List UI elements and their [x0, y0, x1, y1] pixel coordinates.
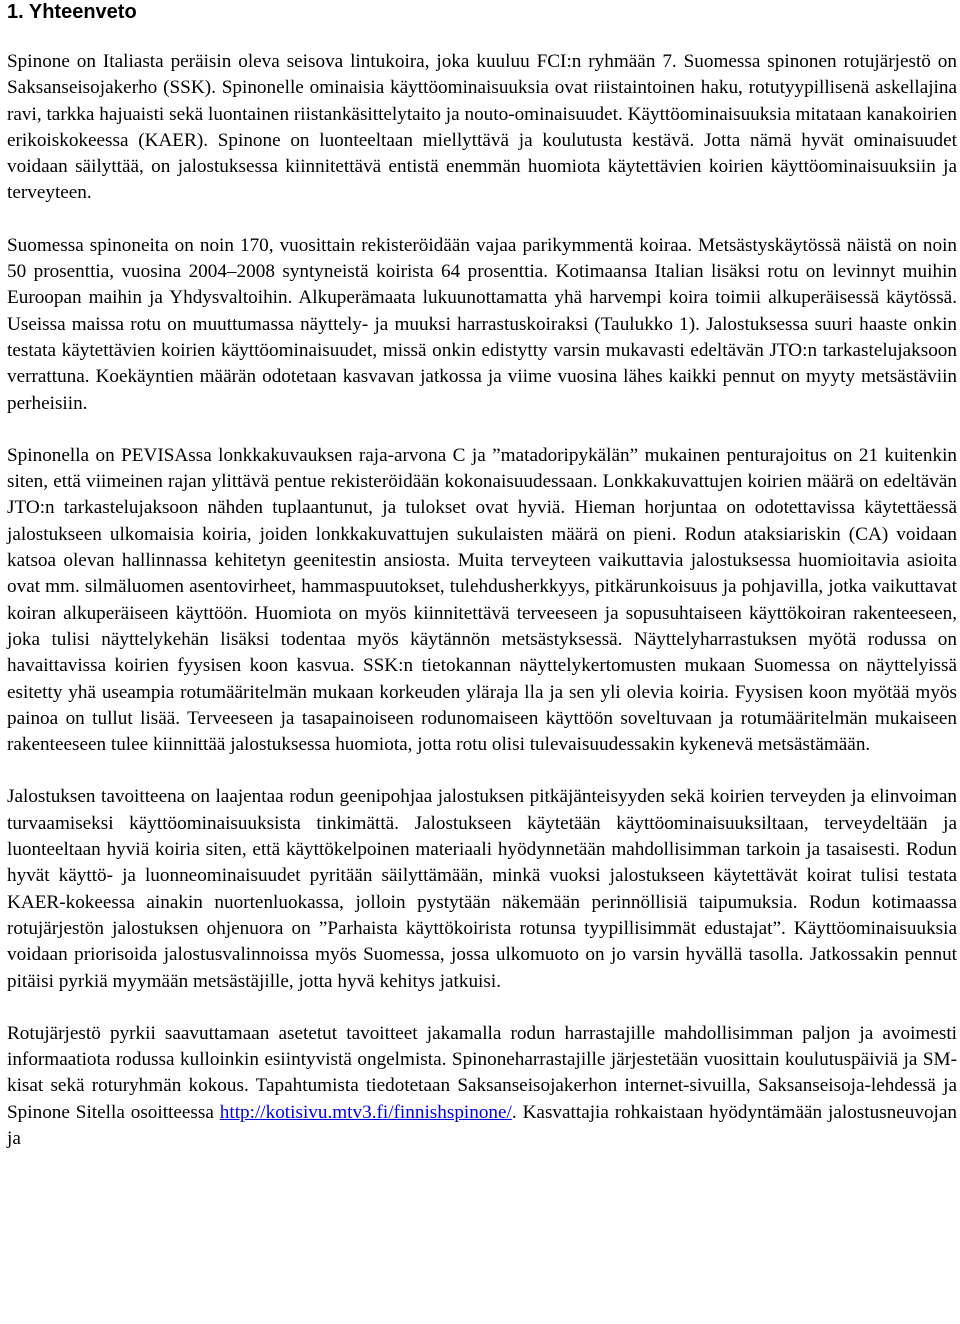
document-page — [7, 0, 957, 1178]
paragraph-text-before-link: Rotujärjestö pyrkii saavuttamaan asetetut tavoitteet jakamalla rodun harrastajille mahdollisimman paljon ja avoimesti informaatiota rodussa kulloinkin esiintyvistä ongelmista. Spinoneharrastajille järjestetään vuosittain koulutuspäiviä ja SM-kisat sekä roturyhmän kokous. Tapahtumista tiedotetaan Saksanseisojakerhon internet-sivuilla, Saksanseisoja-lehdessä ja Spinone Sitella osoitteessa — [7, 1022, 957, 1123]
paragraph-breed-club — [7, 1021, 957, 1152]
paragraph-summary-intro: Spinone on Italiasta peräisin oleva seisova lintukoira, joka kuuluu FCI:n ryhmään 7. Suomessa spinonen rotujärjestö on Saksanseisojakerho (SSK). Spinonelle ominaisia käyttöominaisuuksia ovat riistaintoinen haku, rotutyypillisenä askellajina ravi, tarkka hajuaisti sekä luontainen riistankäsittelytaito ja nouto-ominaisuudet. Käyttöominaisuuksia mitataan kanakoirien erikoiskokeessa (KAER). Spinone on luonteeltaan miellyttävä ja koulutusta kestävä. Jotta nämä hyvät ominaisuudet voidaan säilyttää, on jalostuksessa kiinnitettävä entistä enemmän huomiota käytettävien koirien käyttöominaisuuksiin ja terveyteen. — [7, 51, 957, 204]
paragraph-health: Spinonella on PEVISAssa lonkkakuvauksen raja-arvona C ja ”matadoripykälän” mukainen penturajoitus on 21 kuitenkin siten, että viimeinen rajan ylittävä pentue rekisteröidään kokonaisuudessaan. Lonkkakuvattujen koirien määrä on edeltävän JTO:n tarkastelujaksoon nähden tuplaantunut, ja tulokset ovat hyviä. Hieman horjuntaa on odotettavissa käytettäessä jalostukseen ulkomaisia koiria, joiden lonkkakuvattujen sukulaisten määrä on pieni. Rodun ataksiariskin (CA) voidaan katsoa olevan hallinnassa kehitetyn geenitestin ansiosta. Muita terveyteen vaikuttavia jalostuksessa huomioitavia asioita ovat mm. silmäluomen asentovirheet, hammaspuutokset, tulehdusherkkyys, pitkärunkoisuus ja pohjavilla, jotka vaikuttavat koiran alkuperäiseen käyttöön. Huomiota on myös kiinnitettävä terveeseen ja sopusuhtaiseen käyttökoiran rakenteeseen, joka tulisi näyttelykehän lisäksi todentaa myös käytännön metsästyksessä. Näyttelyharrastuksen myötä rodussa on havaittavissa koirien fyysisen koon kasvua. SSK:n tietokannan näyttelykertomusten mukaan Suomessa on näyttelyissä esitetty yhä useampia rotumääritelmän mukaan korkeuden yläraja lla ja sen yli olevia koiria. Fyysisen koon myötää myös painoa on tullut lisää. Terveeseen ja tasapainoiseen rodunomaiseen käyttöön soveltuvaan ja rotumääritelmän mukaiseen rakenteeseen tulee kiinnittää jalostuksessa huomiota, jotta rotu olisi tulevaisuudessakin kykenevä metsästämään. — [7, 444, 957, 756]
section-heading: 1. Yhteenveto — [7, 1, 137, 23]
paragraph-text-after-link: . Kasvattajia rohkaistaan hyödyntämään jalostusneuvojan ja — [7, 1101, 957, 1149]
paragraph-breeding-goals: Jalostuksen tavoitteena on laajentaa rodun geenipohjaa jalostuksen pitkäjänteisyyden sekä koirien terveyden ja elinvoiman turvaamiseksi käyttöominaisuuksista tinkimättä. Jalostukseen käytetään käyttöominaisuuksiltaan, terveydeltään ja luonteeltaan hyviä koiria siten, että käyttökelpoinen materiaali hyödynnetään mahdollisimman tarkoin ja tasaisesti. Rodun hyvät käyttö- ja luonneominaisuudet pyritään säilyttämään, minkä vuoksi jalostukseen käytettävät koirat tulisi testata KAER-kokeessa ainakin nuortenluokassa, jolloin pystytään näkemään perinnöllisiä taipumuksia. Rodun kotimaassa rotujärjestön jalostuksen ohjenuora on ”Parhaista käyttökoirista rotunsa tyypillisimmät edustajat”. Käyttöominaisuuksia voidaan priorisoida jalostusvalinnoissa myös Suomessa, jossa ulkomuoto on jo varsin hyvällä tasolla. Jatkossakin pennut pitäisi pyrkiä myymään metsästäjille, jotta hyvä kehitys jatkuisi. — [7, 786, 957, 992]
website-link[interactable]: http://kotisivu.mtv3.fi/finnishspinone/ — [219, 1101, 512, 1123]
paragraph-population: Suomessa spinoneita on noin 170, vuosittain rekisteröidään vajaa parikymmentä koiraa. Metsästyskäytössä näistä on noin 50 prosenttia, vuosina 2004–2008 syntyneistä koirista 64 prosenttia. Kotimaansa Italian lisäksi rotu on levinnyt muihin Euroopan maihin ja Yhdysvaltoihin. Alkuperämaata lukuunottamatta yhä harvempi koira toimii alkuperäisessä käytössä. Useissa maissa rotu on muuttumassa näyttely- ja muuksi harrastuskoiraksi (Taulukko 1). Jalostuksessa suuri haaste onkin testata käytettävien koirien käyttöominaisuudet, missä onkin edistytty varsin mukavasti edeltävän JTO:n tarkastelujaksoon verrattuna. Koekäyntien määrän odotetaan kasvavan jatkossa ja viime vuosina lähes kaikki pennut on myyty metsästäviin perheisiin. — [7, 234, 957, 414]
